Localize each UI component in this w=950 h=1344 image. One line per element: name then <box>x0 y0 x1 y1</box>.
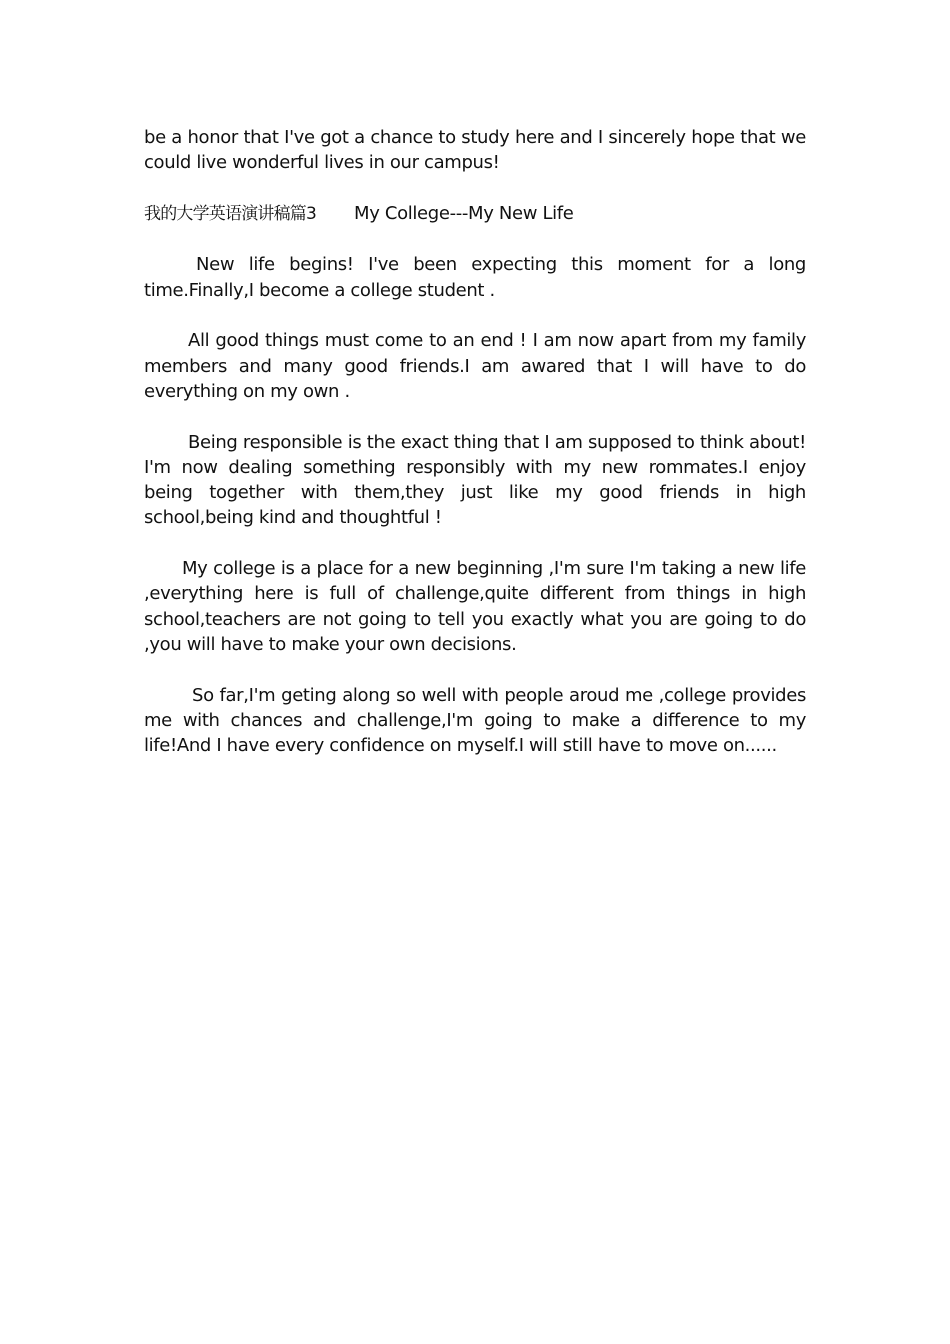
section-heading <box>144 201 806 227</box>
paragraph-new-beginning: My college is a place for a new beginning ,I'm sure I'm taking a new life ,everything here is full of challenge,quite different from things in high school,teachers are not going to tell you exactly what you are going to do ,you will have to make your own decisions. <box>144 558 806 655</box>
paragraph-responsible: Being responsible is the exact thing that I am supposed to think about! I'm now dealing something responsibly with my new rommates.I enjoy being together with them,they just like my good friends in high school,being kind and thoughtful ! <box>144 431 806 529</box>
paragraph-so-far: So far,I'm geting along so well with people aroud me ,college provides me with chances and challenge,I'm going to make a difference to my life!And I have every confidence on myself.I will still have to move on...... <box>144 684 806 757</box>
section-heading-english: My College---My New Life <box>354 202 574 224</box>
section-heading-chinese: 我的大学英语演讲稿篇3 <box>144 203 317 224</box>
document-body <box>144 125 806 784</box>
paragraph-good-things: All good things must come to an end ! I am now apart from my family members and many good friends.I am awared that I will have to do everything on my own . <box>144 330 806 402</box>
paragraph-new-life: New life begins! I've been expecting this moment for a long time.Finally,I become a college student . <box>144 254 806 301</box>
intro-paragraph: be a honor that I've got a chance to study here and I sincerely hope that we could live wonderful lives in our campus! <box>144 127 806 174</box>
